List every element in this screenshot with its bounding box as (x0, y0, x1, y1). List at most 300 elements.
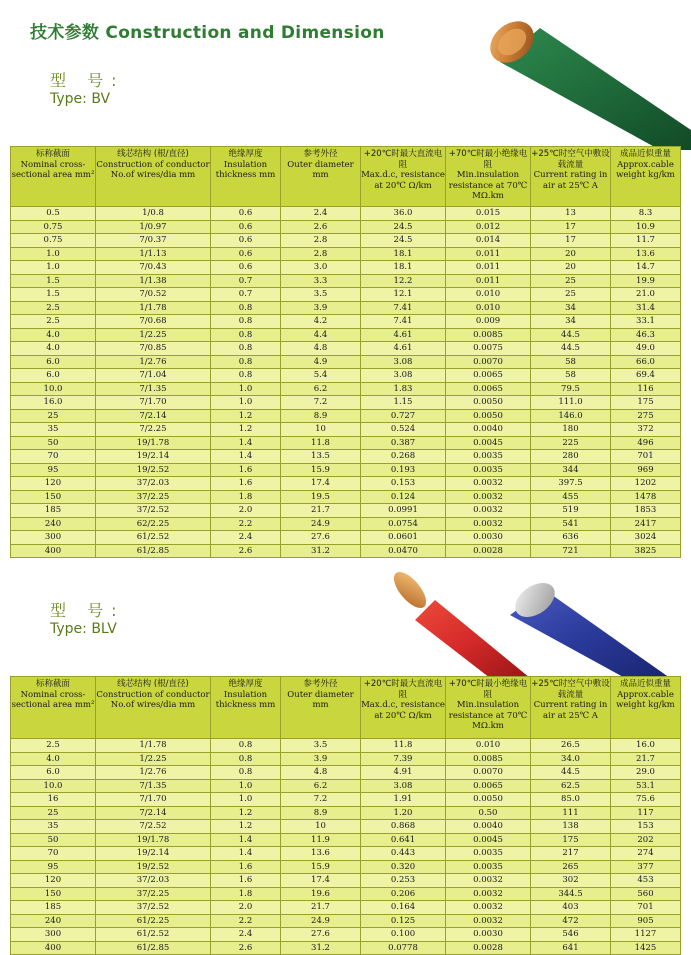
bv-table-body (11, 207, 681, 558)
blv-table-cell: 85.0 (531, 793, 611, 807)
bv-table-cell: 0.75 (11, 234, 96, 248)
blv-table-cell: 274 (611, 847, 681, 861)
blv-table-cell: 0.253 (361, 874, 446, 888)
bv-table-cell: 2.8 (281, 247, 361, 261)
bv-header-cell: 绝缘厚度 Insulation thickness mm (211, 147, 281, 207)
blv-table-cell: 453 (611, 874, 681, 888)
bv-table-cell: 33.1 (611, 315, 681, 329)
bv-table-cell: 27.6 (281, 531, 361, 545)
blv-table-cell: 37/2.25 (96, 887, 211, 901)
bv-table-cell: 7/0.43 (96, 261, 211, 275)
bv-table-cell: 25 (531, 274, 611, 288)
bv-table-cell: 79.5 (531, 382, 611, 396)
blv-table-cell: 3.08 (361, 779, 446, 793)
red-blue-cables-image (380, 560, 691, 678)
bv-table-cell: 120 (11, 477, 96, 491)
blv-table-cell: 0.206 (361, 887, 446, 901)
blv-table-cell: 34.0 (531, 752, 611, 766)
bv-table-row (11, 247, 681, 261)
blv-table-cell: 1/1.78 (96, 739, 211, 753)
bv-table-cell: 61/2.52 (96, 531, 211, 545)
blv-table-cell: 2.5 (11, 739, 96, 753)
blv-table-cell: 13.6 (281, 847, 361, 861)
bv-table-cell: 61/2.85 (96, 544, 211, 558)
blv-table-cell: 150 (11, 887, 96, 901)
bv-table-cell: 969 (611, 463, 681, 477)
blv-table-cell: 7/1.35 (96, 779, 211, 793)
bv-table-cell: 49.0 (611, 342, 681, 356)
bv-table-cell: 37/2.03 (96, 477, 211, 491)
blv-table-cell: 111 (531, 806, 611, 820)
blv-table-cell: 0.0028 (446, 941, 531, 955)
bv-table-cell: 7/2.14 (96, 409, 211, 423)
bv-table-cell: 721 (531, 544, 611, 558)
bv-table-cell: 0.011 (446, 247, 531, 261)
bv-table-row (11, 301, 681, 315)
bv-table-cell: 541 (531, 517, 611, 531)
bv-table-cell: 1.5 (11, 288, 96, 302)
bv-table-cell: 1.83 (361, 382, 446, 396)
blv-table-row (11, 860, 681, 874)
blv-table-cell: 0.0045 (446, 833, 531, 847)
blv-table-cell: 1.2 (211, 820, 281, 834)
bv-table-cell: 1/2.76 (96, 355, 211, 369)
bv-table-row (11, 477, 681, 491)
blv-table-cell: 0.0032 (446, 901, 531, 915)
bv-table-cell: 1.0 (11, 247, 96, 261)
bv-table-cell: 1.0 (11, 261, 96, 275)
bv-table-cell: 0.5 (11, 207, 96, 221)
blv-table-cell: 1.20 (361, 806, 446, 820)
bv-table-cell: 1/1.78 (96, 301, 211, 315)
bv-table-cell: 0.0032 (446, 490, 531, 504)
bv-table-cell: 18.1 (361, 247, 446, 261)
bv-table-cell: 14.7 (611, 261, 681, 275)
bv-table-cell: 0.8 (211, 301, 281, 315)
bv-table-row (11, 504, 681, 518)
bv-table-cell: 4.4 (281, 328, 361, 342)
blv-table-cell: 21.7 (611, 752, 681, 766)
blv-table-cell: 1.4 (211, 833, 281, 847)
bv-table-cell: 6.0 (11, 355, 96, 369)
bv-table-cell: 0.387 (361, 436, 446, 450)
bv-table-cell: 37/2.52 (96, 504, 211, 518)
bv-table-cell: 10 (281, 423, 361, 437)
blv-table-body (11, 739, 681, 955)
bv-table-cell: 3.0 (281, 261, 361, 275)
blv-table-cell: 217 (531, 847, 611, 861)
bv-table-cell: 0.727 (361, 409, 446, 423)
bv-table-cell: 44.5 (531, 342, 611, 356)
blv-table-cell: 37/2.03 (96, 874, 211, 888)
blv-table-cell: 0.8 (211, 766, 281, 780)
bv-table-cell: 0.8 (211, 342, 281, 356)
bv-table-cell: 7.41 (361, 301, 446, 315)
bv-table-cell: 34 (531, 315, 611, 329)
bv-table-cell: 1.6 (211, 477, 281, 491)
bv-table-cell: 3.08 (361, 369, 446, 383)
blv-header-cell: +20℃时最大直流电阻 Max.d.c, resistance at 20℃ Ω/km (361, 677, 446, 739)
blv-table-cell: 19/1.78 (96, 833, 211, 847)
bv-table-cell: 19.5 (281, 490, 361, 504)
blv-table-cell: 11.9 (281, 833, 361, 847)
bv-table-cell: 2.4 (211, 531, 281, 545)
bv-table-row (11, 355, 681, 369)
bv-table-cell: 1.8 (211, 490, 281, 504)
bv-spec-table (10, 146, 681, 558)
bv-table-cell: 7/1.04 (96, 369, 211, 383)
blv-table-cell: 0.0778 (361, 941, 446, 955)
blv-table-cell: 1.0 (211, 793, 281, 807)
bv-table-row (11, 369, 681, 383)
bv-table-row (11, 207, 681, 221)
bv-table-cell: 1.6 (211, 463, 281, 477)
bv-table-row (11, 220, 681, 234)
bv-table-cell: 37/2.25 (96, 490, 211, 504)
bv-table-cell: 0.0050 (446, 396, 531, 410)
blv-table-cell: 70 (11, 847, 96, 861)
blv-table-cell: 62.5 (531, 779, 611, 793)
blv-table-cell: 3.5 (281, 739, 361, 753)
blv-table-cell: 4.0 (11, 752, 96, 766)
bv-table-cell: 66.0 (611, 355, 681, 369)
bv-table-cell: 6.2 (281, 382, 361, 396)
bv-table-cell: 0.010 (446, 288, 531, 302)
bv-table-cell: 0.6 (211, 261, 281, 275)
blv-table-cell: 11.8 (361, 739, 446, 753)
bv-header-cell: 标称截面 Nominal cross-sectional area mm² (11, 147, 96, 207)
bv-table-cell: 0.0030 (446, 531, 531, 545)
bv-table-cell: 0.0470 (361, 544, 446, 558)
blv-table-cell: 6.0 (11, 766, 96, 780)
bv-table-cell: 0.0040 (446, 423, 531, 437)
bv-table-cell: 20 (531, 247, 611, 261)
blv-table-cell: 16.0 (611, 739, 681, 753)
bv-table-cell: 0.524 (361, 423, 446, 437)
blv-table-cell: 75.6 (611, 793, 681, 807)
bv-table-cell: 1/2.25 (96, 328, 211, 342)
green-cable-image (470, 0, 691, 150)
bv-table-cell: 0.6 (211, 220, 281, 234)
bv-table-cell: 21.0 (611, 288, 681, 302)
blv-spec-table (10, 676, 681, 955)
blv-table-cell: 8.9 (281, 806, 361, 820)
blv-table-cell: 0.0030 (446, 928, 531, 942)
bv-table-cell: 6.0 (11, 369, 96, 383)
blv-header-row (11, 677, 681, 739)
bv-table-cell: 3.3 (281, 274, 361, 288)
bv-table-cell: 400 (11, 544, 96, 558)
bv-table-cell: 0.015 (446, 207, 531, 221)
blv-table-cell: 1.6 (211, 874, 281, 888)
bv-table-cell: 0.75 (11, 220, 96, 234)
blv-model-label: Type: BLV (50, 621, 117, 637)
bv-table-cell: 1853 (611, 504, 681, 518)
bv-table-cell: 17.4 (281, 477, 361, 491)
bv-table-cell: 36.0 (361, 207, 446, 221)
bv-table-cell: 15.9 (281, 463, 361, 477)
bv-table-cell: 0.0991 (361, 504, 446, 518)
bv-table-cell: 3.9 (281, 301, 361, 315)
blv-table-cell: 0.868 (361, 820, 446, 834)
bv-table-cell: 7/0.37 (96, 234, 211, 248)
bv-table-cell: 58 (531, 369, 611, 383)
blv-table-cell: 185 (11, 901, 96, 915)
bv-table-cell: 4.2 (281, 315, 361, 329)
bv-table-row (11, 409, 681, 423)
blv-table-cell: 2.4 (211, 928, 281, 942)
blv-table-cell: 0.0032 (446, 887, 531, 901)
blv-table-cell: 7/2.52 (96, 820, 211, 834)
blv-table-cell: 19/2.14 (96, 847, 211, 861)
bv-header-row (11, 147, 681, 207)
blv-table-cell: 377 (611, 860, 681, 874)
bv-table-cell: 8.3 (611, 207, 681, 221)
blv-table-cell: 1/2.76 (96, 766, 211, 780)
blv-table-cell: 300 (11, 928, 96, 942)
blv-table-cell: 0.8 (211, 752, 281, 766)
bv-table-cell: 5.4 (281, 369, 361, 383)
bv-table-cell: 1.2 (211, 423, 281, 437)
bv-table-cell: 0.0065 (446, 369, 531, 383)
bv-header-cell: 成品近似重量 Approx.cable weight kg/km (611, 147, 681, 207)
bv-table-cell: 0.010 (446, 301, 531, 315)
bv-table-cell: 397.5 (531, 477, 611, 491)
bv-table-row (11, 342, 681, 356)
blv-table-cell: 24.9 (281, 914, 361, 928)
bv-table-cell: 1.0 (211, 382, 281, 396)
blv-table-cell: 2.0 (211, 901, 281, 915)
blv-table-row (11, 847, 681, 861)
bv-table-row (11, 382, 681, 396)
bv-table-cell: 11.8 (281, 436, 361, 450)
bv-header-cell: 参考外径 Outer diameter mm (281, 147, 361, 207)
blv-table-cell: 0.0040 (446, 820, 531, 834)
bv-table-row (11, 423, 681, 437)
blv-table-cell: 0.8 (211, 739, 281, 753)
bv-table-cell: 300 (11, 531, 96, 545)
bv-model-label: Type: BV (50, 91, 111, 107)
bv-table-cell: 636 (531, 531, 611, 545)
bv-table-cell: 150 (11, 490, 96, 504)
bv-table-cell: 0.0045 (446, 436, 531, 450)
blv-table-cell: 95 (11, 860, 96, 874)
bv-table-cell: 146.0 (531, 409, 611, 423)
bv-table-cell: 62/2.25 (96, 517, 211, 531)
bv-table-cell: 0.011 (446, 261, 531, 275)
bv-table-cell: 13 (531, 207, 611, 221)
bv-table-cell: 2.2 (211, 517, 281, 531)
bv-table-cell: 19/1.78 (96, 436, 211, 450)
blv-table-row (11, 887, 681, 901)
bv-table-cell: 16.0 (11, 396, 96, 410)
bv-table-cell: 0.0065 (446, 382, 531, 396)
blv-table-cell: 6.2 (281, 779, 361, 793)
bv-table-cell: 0.0050 (446, 409, 531, 423)
blv-table-cell: 37/2.52 (96, 901, 211, 915)
bv-table-cell: 0.8 (211, 328, 281, 342)
bv-table-cell: 275 (611, 409, 681, 423)
blv-table-cell: 50 (11, 833, 96, 847)
bv-table-row (11, 261, 681, 275)
bv-table-cell: 1.4 (211, 436, 281, 450)
bv-table-cell: 18.1 (361, 261, 446, 275)
blv-table-cell: 17.4 (281, 874, 361, 888)
bv-table-cell: 185 (11, 504, 96, 518)
bv-table-cell: 1/1.38 (96, 274, 211, 288)
bv-table-row (11, 490, 681, 504)
bv-table-cell: 0.0754 (361, 517, 446, 531)
blv-table-cell: 1.4 (211, 847, 281, 861)
bv-table-cell: 4.9 (281, 355, 361, 369)
blv-table-cell: 546 (531, 928, 611, 942)
bv-table-cell: 13.5 (281, 450, 361, 464)
bv-table-cell: 4.0 (11, 342, 96, 356)
bv-table-cell: 1.15 (361, 396, 446, 410)
blv-table-cell: 53.1 (611, 779, 681, 793)
blv-table-cell: 138 (531, 820, 611, 834)
bv-table-cell: 95 (11, 463, 96, 477)
blv-model-label-cn: 型 号: (50, 601, 125, 620)
bv-table-row (11, 396, 681, 410)
bv-table-cell: 180 (531, 423, 611, 437)
bv-table-cell: 4.8 (281, 342, 361, 356)
bv-table-cell: 0.0601 (361, 531, 446, 545)
blv-table-row (11, 739, 681, 753)
blv-table-cell: 4.8 (281, 766, 361, 780)
blv-table-cell: 25 (11, 806, 96, 820)
blv-table-cell: 0.0050 (446, 793, 531, 807)
bv-table-cell: 12.2 (361, 274, 446, 288)
bv-table-cell: 58 (531, 355, 611, 369)
bv-table-cell: 25 (11, 409, 96, 423)
bv-table-cell: 7/1.35 (96, 382, 211, 396)
bv-table-cell: 0.153 (361, 477, 446, 491)
blv-table-cell: 44.5 (531, 766, 611, 780)
blv-table-cell: 1.6 (211, 860, 281, 874)
bv-table-cell: 0.0085 (446, 328, 531, 342)
blv-table-cell: 19.6 (281, 887, 361, 901)
bv-header-cell: +20℃时最大直流电阻 Max.d.c, resistance at 20℃ Ω/km (361, 147, 446, 207)
blv-table-row (11, 914, 681, 928)
bv-table-cell: 0.0070 (446, 355, 531, 369)
bv-table-cell: 7.41 (361, 315, 446, 329)
bv-table-row (11, 234, 681, 248)
blv-table-cell: 175 (531, 833, 611, 847)
bv-table-cell: 7.2 (281, 396, 361, 410)
bv-table-cell: 0.8 (211, 355, 281, 369)
blv-table-cell: 905 (611, 914, 681, 928)
bv-table-cell: 2.4 (281, 207, 361, 221)
blv-table-cell: 202 (611, 833, 681, 847)
bv-table-cell: 519 (531, 504, 611, 518)
blv-table-cell: 472 (531, 914, 611, 928)
blv-table-cell: 302 (531, 874, 611, 888)
blv-header-cell: +25℃时空气中敷设载流量 Current rating in air at 25℃ A (531, 677, 611, 739)
bv-table-cell: 0.193 (361, 463, 446, 477)
bv-table-cell: 0.0032 (446, 477, 531, 491)
bv-table-cell: 0.6 (211, 247, 281, 261)
bv-table-cell: 344 (531, 463, 611, 477)
blv-table-cell: 27.6 (281, 928, 361, 942)
blv-table-cell: 153 (611, 820, 681, 834)
bv-table-cell: 1202 (611, 477, 681, 491)
blv-table-cell: 1.2 (211, 806, 281, 820)
bv-header-cell: +25℃时空气中敷设载流量 Current rating in air at 25℃ A (531, 147, 611, 207)
bv-table-cell: 70 (11, 450, 96, 464)
blv-table-cell: 19/2.52 (96, 860, 211, 874)
blv-table-row (11, 806, 681, 820)
bv-table-cell: 17 (531, 234, 611, 248)
bv-table-cell: 7/0.68 (96, 315, 211, 329)
bv-table-row (11, 315, 681, 329)
blv-table-cell: 35 (11, 820, 96, 834)
blv-table-cell: 400 (11, 941, 96, 955)
bv-table-row (11, 288, 681, 302)
bv-table-cell: 4.61 (361, 342, 446, 356)
bv-table-cell: 7/1.70 (96, 396, 211, 410)
blv-table-row (11, 820, 681, 834)
blv-header-cell: 成品近似重量 Approx.cable weight kg/km (611, 677, 681, 739)
bv-table-cell: 0.6 (211, 234, 281, 248)
blv-table-cell: 7/2.14 (96, 806, 211, 820)
bv-table-cell: 3024 (611, 531, 681, 545)
blv-table-cell: 0.125 (361, 914, 446, 928)
blv-table-cell: 7.39 (361, 752, 446, 766)
bv-table-row (11, 450, 681, 464)
blv-table-cell: 26.5 (531, 739, 611, 753)
bv-table-cell: 2.0 (211, 504, 281, 518)
blv-table-cell: 1425 (611, 941, 681, 955)
bv-table-cell: 280 (531, 450, 611, 464)
blv-table-row (11, 793, 681, 807)
blv-table-cell: 15.9 (281, 860, 361, 874)
blv-table-cell: 0.320 (361, 860, 446, 874)
bv-header-cell: 线芯结构 (根/直径) Construction of conductor No.of wires/dia mm (96, 147, 211, 207)
blv-table-cell: 0.0035 (446, 860, 531, 874)
blv-table-cell: 10 (281, 820, 361, 834)
bv-table-cell: 0.0028 (446, 544, 531, 558)
blv-table-cell: 117 (611, 806, 681, 820)
blv-table-cell: 0.443 (361, 847, 446, 861)
bv-table-cell: 7/0.85 (96, 342, 211, 356)
bv-table-cell: 46.3 (611, 328, 681, 342)
blv-table-row (11, 901, 681, 915)
bv-table-cell: 0.124 (361, 490, 446, 504)
bv-table-cell: 19/2.52 (96, 463, 211, 477)
blv-table-cell: 7/1.70 (96, 793, 211, 807)
bv-table-cell: 0.012 (446, 220, 531, 234)
bv-table-cell: 111.0 (531, 396, 611, 410)
bv-table-cell: 496 (611, 436, 681, 450)
bv-table-cell: 34 (531, 301, 611, 315)
blv-table-row (11, 941, 681, 955)
blv-table-cell: 1/2.25 (96, 752, 211, 766)
bv-table-cell: 24.5 (361, 234, 446, 248)
blv-header-cell: +70℃时最小绝缘电阻 Min.insulation resistance at 70℃ MΩ.km (446, 677, 531, 739)
bv-table-row (11, 531, 681, 545)
bv-table-cell: 69.4 (611, 369, 681, 383)
blv-table-cell: 29.0 (611, 766, 681, 780)
bv-table-cell: 11.7 (611, 234, 681, 248)
blv-table-cell: 344.5 (531, 887, 611, 901)
bv-table-row (11, 517, 681, 531)
bv-table-cell: 0.0032 (446, 517, 531, 531)
blv-table-row (11, 928, 681, 942)
bv-table-row (11, 274, 681, 288)
blv-table-cell: 0.0085 (446, 752, 531, 766)
bv-table-cell: 21.7 (281, 504, 361, 518)
